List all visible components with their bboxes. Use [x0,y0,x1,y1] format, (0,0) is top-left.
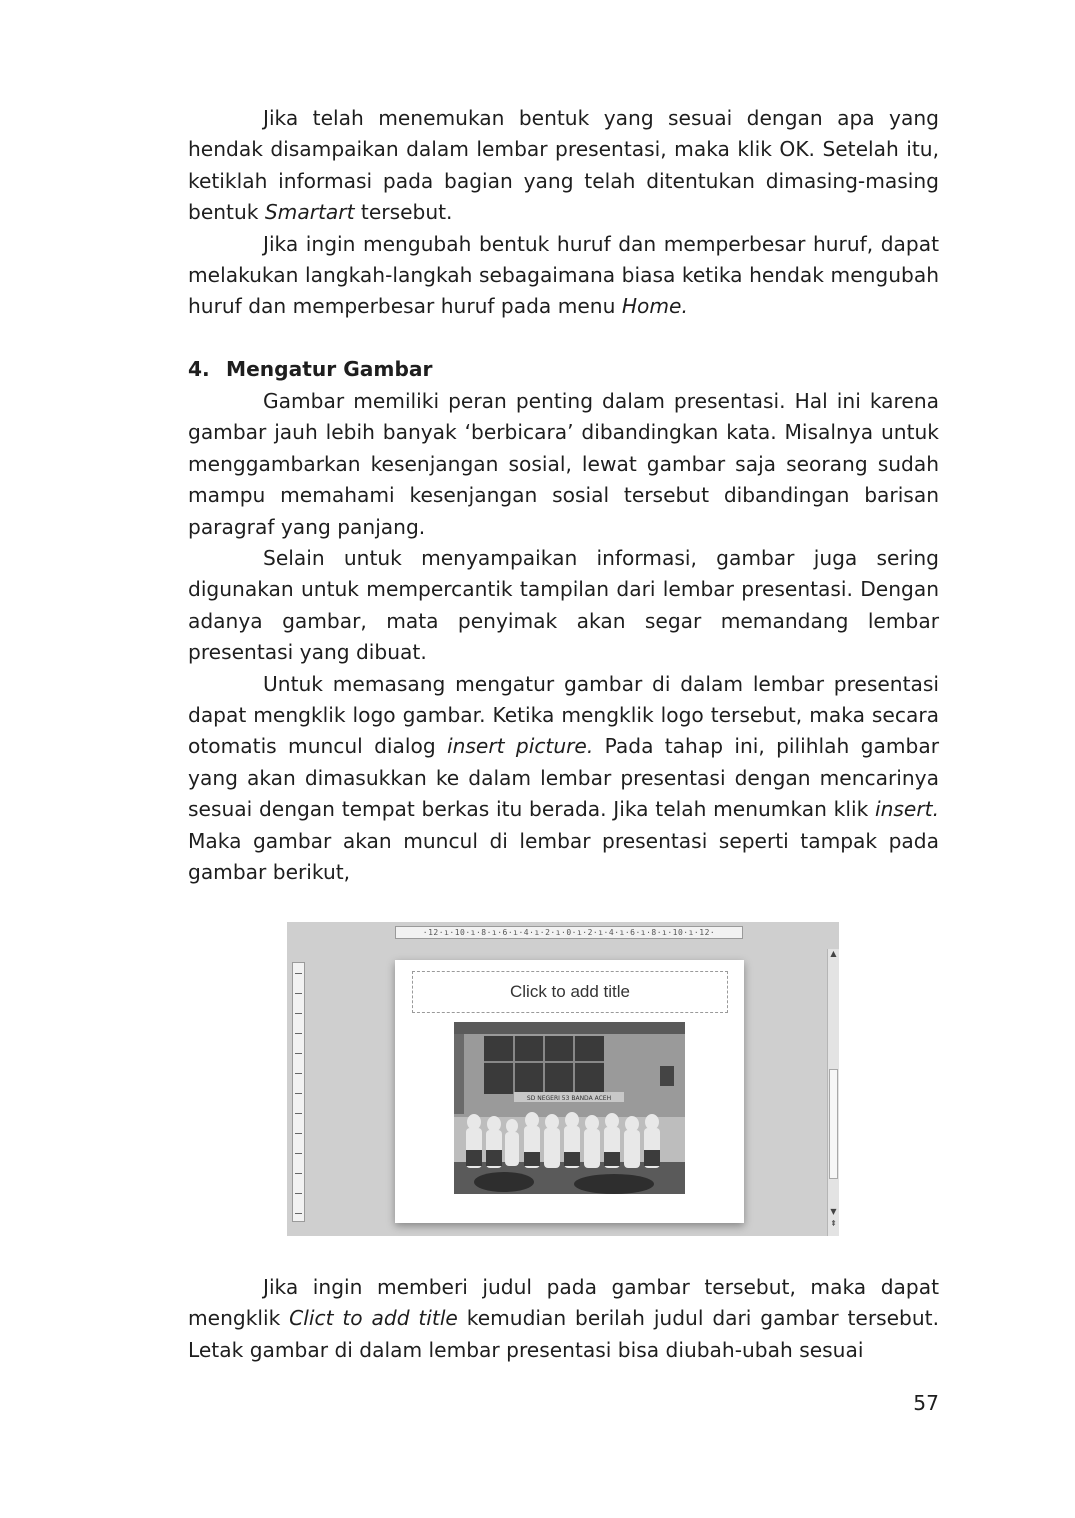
vertical-scrollbar[interactable] [827,949,839,1236]
section-title: Mengatur Gambar [226,357,433,381]
previous-slide-icon[interactable]: ⇞ [830,1219,837,1228]
ruler-tick [295,1053,302,1054]
ruler-tick [295,993,302,994]
section-heading [188,354,433,385]
ruler-tick [295,1113,302,1114]
scrollbar-thumb[interactable] [829,1069,838,1179]
slide-screenshot-figure [287,922,839,1236]
paragraph: Jika ingin mengubah bentuk huruf dan memperbesar huruf, dapat melakukan langkah-langkah sebagaimana biasa ketika hendak mengubah huruf dan memperbesar huruf pada menu Home. [188,231,939,319]
svg-text:SD NEGERI 53 BANDA ACEH: SD NEGERI 53 BANDA ACEH [526,1095,612,1102]
page-number: 57 [913,1391,939,1415]
school-photo[interactable] [454,1022,685,1194]
ruler-tick [295,1133,302,1134]
section-number: 4. [188,357,210,381]
ruler-tick [295,973,302,974]
ruler-tick [295,1173,302,1174]
paragraph: Jika ingin memberi judul pada gambar tersebut, maka dapat mengklik Clict to add title kemudian berilah judul dari gambar tersebut. Letak gambar di dalam lembar presentasi bisa diubah-ubah sesuai [188,1275,939,1362]
paragraph: Jika telah menemukan bentuk yang sesuai dengan apa yang hendak disampaikan dalam lembar presentasi, maka klik OK. Setelah itu, ketiklah informasi pada bagian yang telah ditentukan dimasing-masing bentuk Smartart tersebut. [188,106,939,225]
vertical-ruler [292,962,305,1222]
ruler-tick [295,1013,302,1014]
ruler-tick [295,1093,302,1094]
paragraph: Untuk memasang mengatur gambar di dalam lembar presentasi dapat mengklik logo gambar. Ketika mengklik logo tersebut, maka secara otomatis muncul dialog insert picture. Pada tahap ini, pilihlah gambar yang akan dimasukkan ke dalam lembar presentasi dengan mencarinya sesuai dengan tempat berkas itu berada. Jika telah menumkan klik insert. Maka gambar akan muncul di lembar presentasi seperti tampak pada gambar berikut, [188,671,939,885]
body-text-bottom [188,1272,939,1366]
photo-image [454,1022,685,1194]
ruler-tick [295,1153,302,1154]
ruler-tick [295,1213,302,1214]
scroll-up-icon[interactable]: ▲ [830,949,837,958]
body-text-top [188,103,939,323]
paragraph: Selain untuk menyampaikan informasi, gambar juga sering digunakan untuk mempercantik tampilan dari lembar presentasi. Dengan adanya gambar, mata penyimak akan segar memandang lembar presentasi yang dibuat. [188,546,939,665]
ruler-tick [295,1193,302,1194]
scroll-down-icon[interactable]: ▼ [830,1207,837,1216]
presentation-slide[interactable] [395,960,744,1223]
ruler-tick [295,1033,302,1034]
horizontal-ruler: ·12·ı·10·ı·8·ı·6·ı·4·ı·2·ı·0·ı·2·ı·4·ı·6·ı·8·ı·10·ı·12· [395,926,743,939]
ruler-tick [295,1073,302,1074]
body-text-middle [188,386,939,889]
title-placeholder[interactable]: Click to add title [412,971,728,1013]
paragraph: Gambar memiliki peran penting dalam presentasi. Hal ini karena gambar jauh lebih banyak ‘berbicara’ dibandingkan kata. Misalnya untuk menggambarkan kesenjangan sosial, lewat gambar saja seorang sudah mampu memahami kesenjangan sosial tersebut dibandingan barisan paragraf yang panjang. [188,389,939,539]
